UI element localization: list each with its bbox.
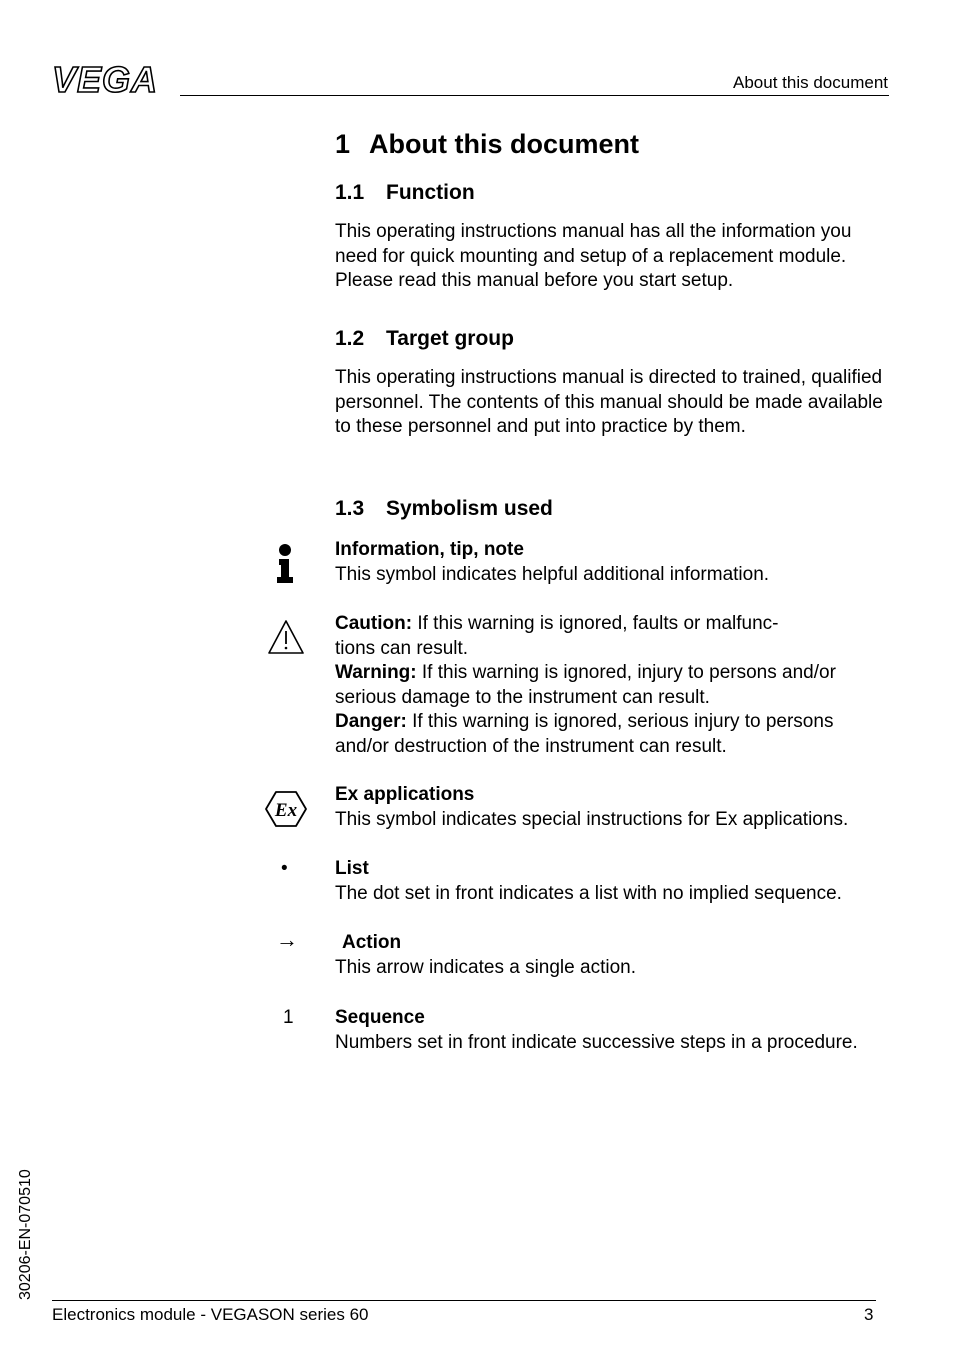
symbol-action-text: This arrow indicates a single action. [335, 956, 636, 978]
caution-text: If this warning is ignored, faults or malfunc- [412, 613, 779, 634]
section-title: Target group [386, 327, 514, 350]
vega-logo [50, 62, 170, 98]
section-heading-target-group [335, 325, 514, 353]
symbol-action-label: Action [342, 932, 402, 953]
section-text-target-group: This operating instructions manual is directed to trained, qualified personnel. The contents of this manual should be made available to these personnel and put into practice by them. [335, 367, 883, 437]
section-number: 1.3 [335, 497, 365, 520]
symbol-ex-text: This symbol indicates special instructions for Ex applications. [335, 808, 849, 830]
section-heading-symbolism [335, 495, 553, 523]
symbol-sequence-label: Sequence [335, 1007, 425, 1028]
header-rule [180, 95, 889, 96]
svg-text:Ex: Ex [274, 800, 298, 821]
symbol-list [335, 857, 895, 906]
symbol-warning [335, 612, 895, 759]
chapter-heading [335, 126, 639, 162]
ex-hexagon-icon [264, 789, 308, 829]
symbol-list-text: The dot set in front indicates a list with no implied sequence. [335, 882, 842, 904]
warning-text-cont: serious damage to the instrument can result. [335, 686, 710, 708]
section-text-function: This operating instructions manual has all the information you need for quick mounting and setup of a replacement module. Please read this manual before you start setup. [335, 221, 852, 291]
page-number: 3 [864, 1305, 874, 1324]
sequence-number-icon: 1 [283, 1007, 294, 1028]
list-bullet-icon: • [281, 858, 288, 879]
caution-label: Caution: [335, 613, 413, 634]
footer-rule [52, 1300, 876, 1301]
danger-text-cont: and/or destruction of the instrument can result. [335, 735, 727, 757]
symbol-ex-label: Ex applications [335, 784, 475, 805]
symbol-ex [335, 783, 895, 832]
section-title: Symbolism used [386, 497, 553, 520]
section-number: 1.2 [335, 327, 365, 350]
warning-triangle-icon [266, 618, 306, 656]
warning-label: Warning: [335, 662, 417, 683]
symbol-sequence [335, 1006, 895, 1055]
danger-label: Danger: [335, 711, 407, 732]
chapter-number: 1 [335, 129, 351, 159]
svg-text:VEGA: VEGA [52, 62, 159, 98]
footer-doc-title: Electronics module - VEGASON series 60 [52, 1305, 369, 1324]
running-header: About this document [733, 73, 888, 92]
section-number: 1.1 [335, 181, 365, 204]
action-arrow-icon: → [276, 927, 298, 952]
symbol-sequence-text: Numbers set in front indicate successive steps in a procedure. [335, 1031, 858, 1053]
symbol-info-label: Information, tip, note [335, 539, 524, 560]
section-heading-function [335, 179, 475, 207]
danger-text: If this warning is ignored, serious injury to persons [406, 711, 834, 732]
symbol-action [335, 931, 895, 980]
document-code: 30206-EN-070510 [17, 1169, 34, 1300]
symbol-info-text: This symbol indicates helpful additional information. [335, 563, 770, 585]
symbol-info [335, 538, 895, 587]
warning-text: If this warning is ignored, injury to persons and/or [416, 662, 836, 683]
section-title: Function [386, 181, 475, 204]
caution-text-cont: tions can result. [335, 637, 469, 659]
info-icon [272, 543, 298, 585]
symbol-list-label: List [335, 858, 369, 879]
chapter-title: About this document [369, 129, 639, 159]
